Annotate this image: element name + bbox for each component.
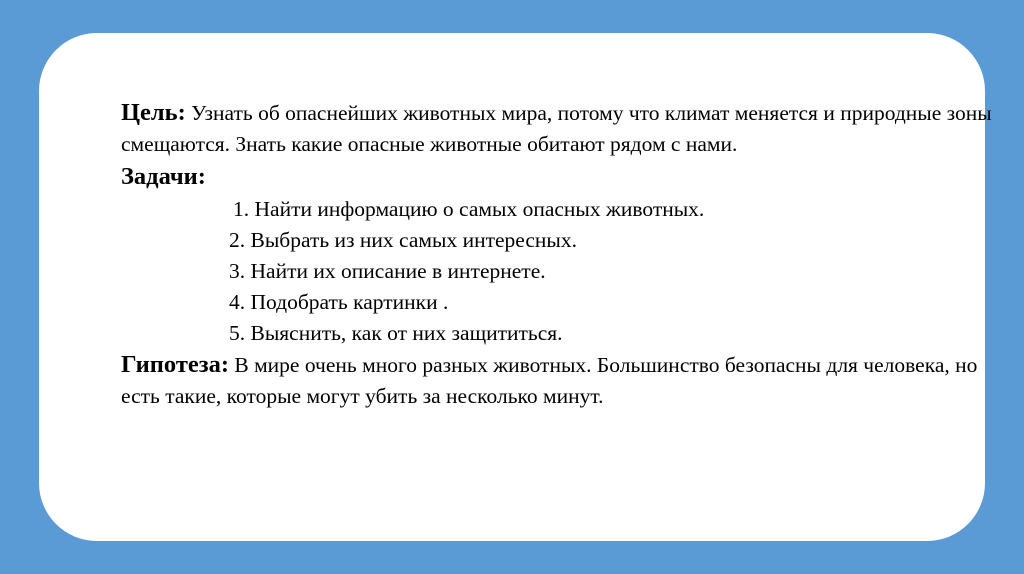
goal-label: Цель: (121, 99, 186, 126)
task-item: 3. Найти их описание в интернете. (229, 259, 546, 283)
hypothesis-label: Гипотеза: (121, 351, 229, 378)
slide-card (39, 33, 992, 541)
task-item: 4. Подобрать картинки . (229, 290, 449, 314)
slide-content (121, 97, 1001, 412)
hypothesis-text: В мире очень много разных животных. Большинство безопасны для человека, но есть такие, которые могут убить за несколько минут. (121, 353, 978, 408)
tasks-label: Задачи: (121, 163, 206, 190)
hypothesis-paragraph (121, 349, 1001, 412)
tasks-heading (121, 160, 1001, 194)
task-item: 2. Выбрать из них самых интересных. (229, 228, 577, 252)
goal-text: Узнать об опаснейших животных мира, потому что климат меняется и природные зоны смещаются. Знать какие опасные животные обитают рядом с нами. (121, 101, 992, 156)
task-item: 5. Выяснить, как от них защититься. (229, 321, 563, 345)
task-item: 1. Найти информацию о самых опасных животных. (233, 197, 705, 221)
goal-paragraph (121, 97, 1001, 160)
tasks-list (121, 194, 1001, 349)
